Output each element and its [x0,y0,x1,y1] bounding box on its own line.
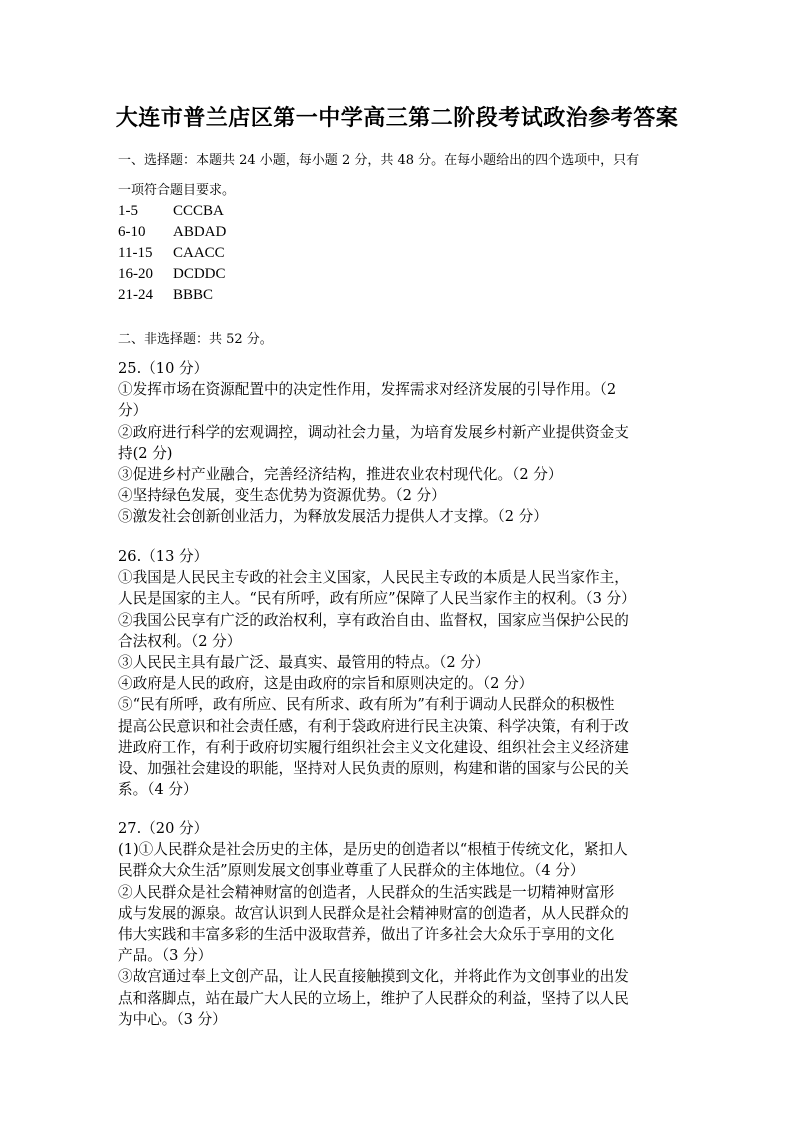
answer-line: ②政府进行科学的宏观调控，调动社会力量，为培育发展乡村新产业提供资金支 [118,423,629,441]
answer-line: ④政府是人民的政府，这是由政府的宗旨和原则决定的。（2 分） [118,675,534,693]
answer-range: 11-15 [118,245,153,261]
answer-line: 提高公民意识和社会责任感，有利于袋政府进行民主决策、科学决策，有利于改 [118,717,629,735]
answer-line: (1)①人民群众是社会历史的主体，是历史的创造者以“根植于传统文化，紧扣人 [118,841,628,859]
answer-key: BBBC [173,287,214,303]
answer-line: ②我国公民享有广泛的政治权利，享有政治自由、监督权，国家应当保护公民的 [118,611,629,629]
section2-header: 二、非选择题：共 52 分。 [118,332,273,347]
answer-key: DCDDC [173,266,226,282]
answer-line: 成与发展的源泉。故宫认识到人民群众是社会精神财富的创造者，从人民群众的 [118,904,629,922]
question-25-answer [118,358,683,528]
answer-line: ③促进乡村产业融合，完善经济结构，推进农业农村现代化。（2 分） [118,466,563,484]
question-header: 26.（13 分） [118,548,209,565]
section1-intro [118,146,698,206]
answer-row [118,285,418,306]
answer-line: 持(2 分) [118,444,173,462]
answer-line: 产品。（3 分） [118,947,213,965]
answer-line: 系。（4 分） [118,781,198,799]
answer-line: ①发挥市场在资源配置中的决定性作用，发挥需求对经济发展的引导作用。（2 [118,381,617,399]
answer-key: CCCBA [173,203,224,219]
answer-line: 民群众大众生活”原则发展文创事业尊重了人民群众的主体地位。（4 分） [118,862,585,880]
answer-line: 分） [118,402,148,420]
answer-line: 伟大实践和丰富多彩的生活中汲取营养，做出了许多社会大众乐于享用的文化 [118,926,615,944]
choice-answer-list [118,201,418,306]
answer-row [118,222,418,243]
question-header: 25.（10 分） [118,360,209,377]
answer-line: 合法权利。（2 分） [118,632,242,650]
answer-line: 点和落脚点，站在最广大人民的立场上，维护了人民群众的利益，坚持了以人民 [118,989,629,1007]
question-header: 27.（20 分） [118,820,209,837]
answer-line: ③人民民主具有最广泛、最真实、最管用的特点。（2 分） [118,654,490,672]
answer-range: 1-5 [118,203,138,219]
answer-line: ⑤“民有所呼，政有所应、民有所求、政有所为”有利于调动人民群众的积极性 [118,696,615,714]
answer-line: 人民是国家的主人。“民有所呼，政有所应”保障了人民当家作主的权利。（3 分） [118,590,636,608]
page-title: 大连市普兰店区第一中学高三第二阶段考试政治参考答案 [115,106,679,131]
answer-line: ⑤激发社会创新创业活力，为释放发展活力提供人才支撑。（2 分） [118,508,548,526]
answer-line: ①我国是人民民主专政的社会主义国家，人民民主专政的本质是人民当家作主， [118,569,629,587]
answer-range: 16-20 [118,266,153,282]
section1-intro-line: 一项符合题目要求。 [118,183,236,198]
answer-line: 设、加强社会建设的职能，坚持对人民负责的原则，构建和谐的国家与公民的关 [118,760,629,778]
answer-line: ④坚持绿色发展，变生态优势为资源优势。（2 分） [118,487,446,505]
answer-row [118,264,418,285]
answer-key: ABDAD [173,224,227,240]
answer-range: 21-24 [118,287,153,303]
answer-row [118,243,418,264]
answer-range: 6-10 [118,224,146,240]
question-27-answer [118,818,683,1030]
question-26-answer [118,546,683,800]
answer-line: 进政府工作，有利于政府切实履行组织社会主义文化建设、组织社会主义经济建 [118,738,629,756]
answer-key: CAACC [173,245,225,261]
answer-line: 为中心。（3 分） [118,1010,227,1028]
answer-line: ③故宫通过奉上文创产品，让人民直接触摸到文化，并将此作为文创事业的出发 [118,968,629,986]
section1-intro-line: 一、选择题：本题共 24 小题，每小题 2 分，共 48 分。在每小题给出的四个选项中，只有 [118,153,640,168]
answer-row [118,201,418,222]
answer-line: ②人民群众是社会精神财富的创造者，人民群众的生活实践是一切精神财富形 [118,883,615,901]
